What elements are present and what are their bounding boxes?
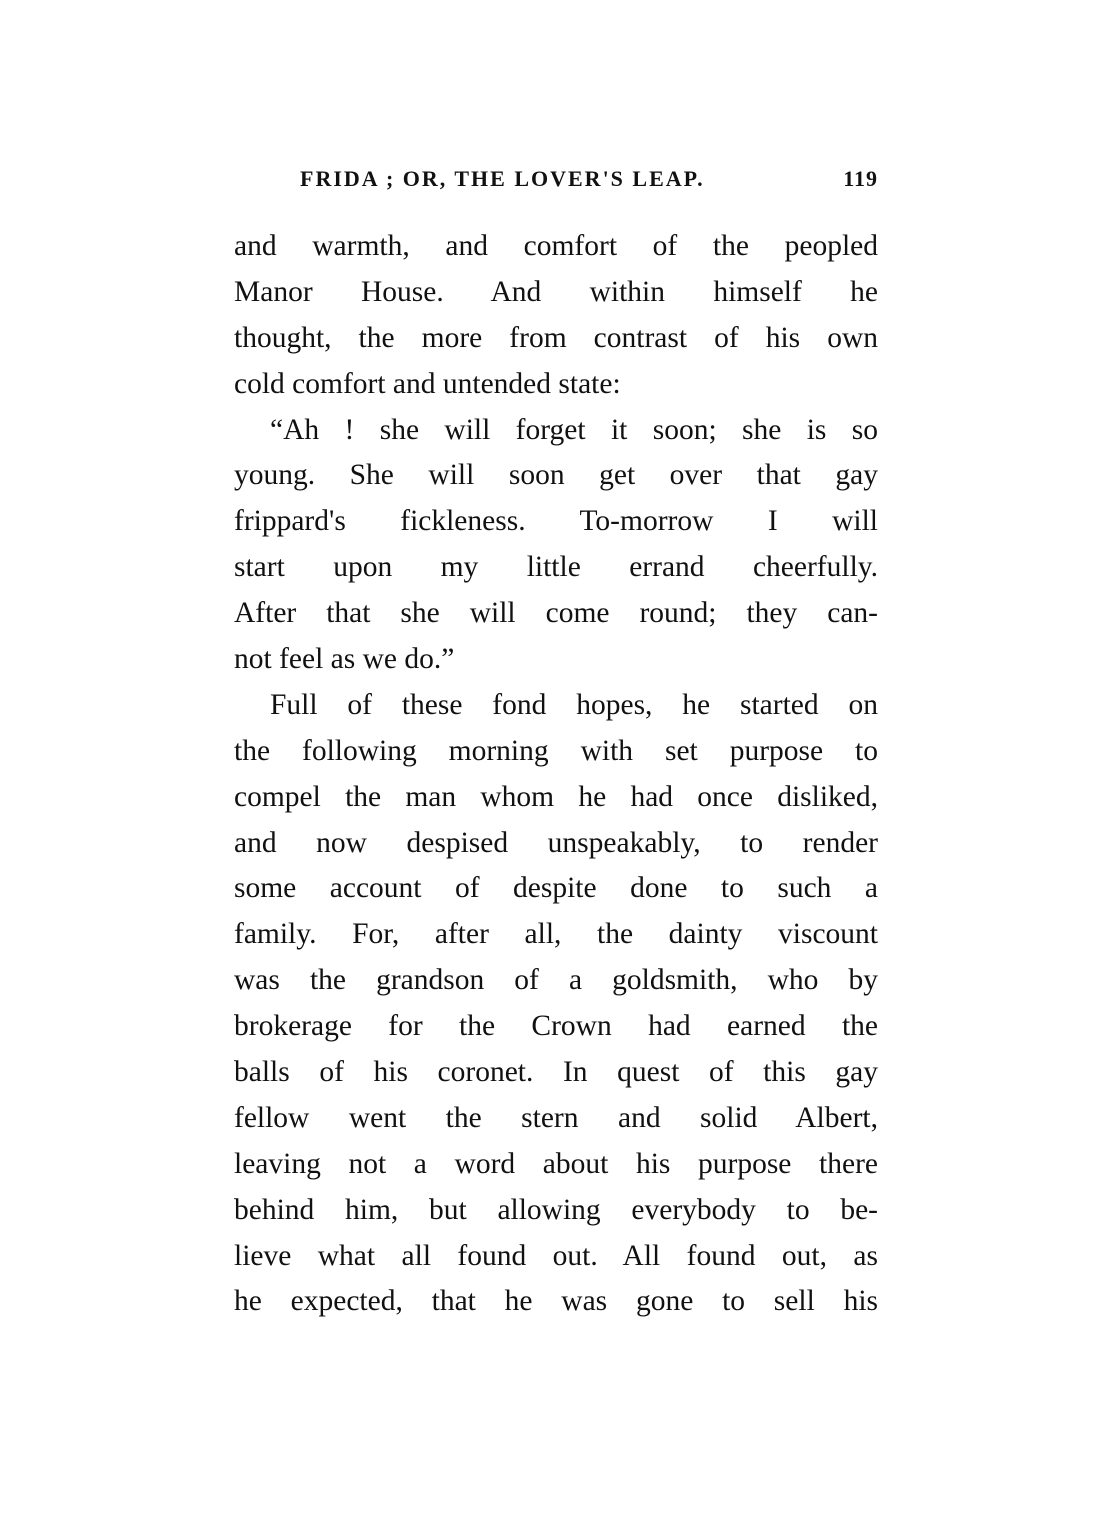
text-line: Full of these fond hopes, he started on bbox=[270, 688, 878, 721]
text-line: and warmth, and comfort of the peopled bbox=[234, 230, 878, 262]
page-number: 119 bbox=[843, 166, 878, 191]
text-line: leaving not a word about his purpose there bbox=[234, 1147, 878, 1180]
text-line: compel the man whom he had once disliked, bbox=[234, 780, 878, 813]
text-line: family. For, after all, the dainty viscount bbox=[234, 918, 878, 951]
text-line: he expected, that he was gone to sell his bbox=[234, 1285, 878, 1318]
text-line: lieve what all found out. All found out, as bbox=[234, 1239, 878, 1272]
text-line: thought, the more from contrast of his own bbox=[234, 321, 878, 354]
text-line: was the grandson of a goldsmith, who by bbox=[234, 964, 878, 997]
text-line: balls of his coronet. In quest of this gay bbox=[234, 1056, 878, 1089]
text-line: some account of despite done to such a bbox=[234, 872, 878, 905]
text-line: behind him, but allowing everybody to be- bbox=[234, 1193, 878, 1226]
text-line: “Ah ! she will forget it soon; she is so bbox=[270, 413, 878, 446]
text-line: frippard's fickleness. To-morrow I will bbox=[234, 505, 878, 538]
text-line: brokerage for the Crown had earned the bbox=[234, 1010, 878, 1043]
text-line: not feel as we do.” bbox=[234, 643, 455, 676]
body-text bbox=[234, 224, 878, 1325]
text-line: Manor House. And within himself he bbox=[234, 275, 878, 308]
text-line: start upon my little errand cheerfully. bbox=[234, 551, 878, 584]
running-head bbox=[300, 166, 878, 200]
running-head-title: FRIDA ; OR, THE LOVER'S LEAP. bbox=[300, 166, 705, 191]
text-line: the following morning with set purpose to bbox=[234, 734, 878, 767]
text-line: After that she will come round; they can- bbox=[234, 597, 878, 630]
text-line: and now despised unspeakably, to render bbox=[234, 826, 878, 859]
text-line: young. She will soon get over that gay bbox=[234, 459, 878, 492]
text-line: fellow went the stern and solid Albert, bbox=[234, 1101, 878, 1134]
text-line: cold comfort and untended state: bbox=[234, 367, 621, 400]
